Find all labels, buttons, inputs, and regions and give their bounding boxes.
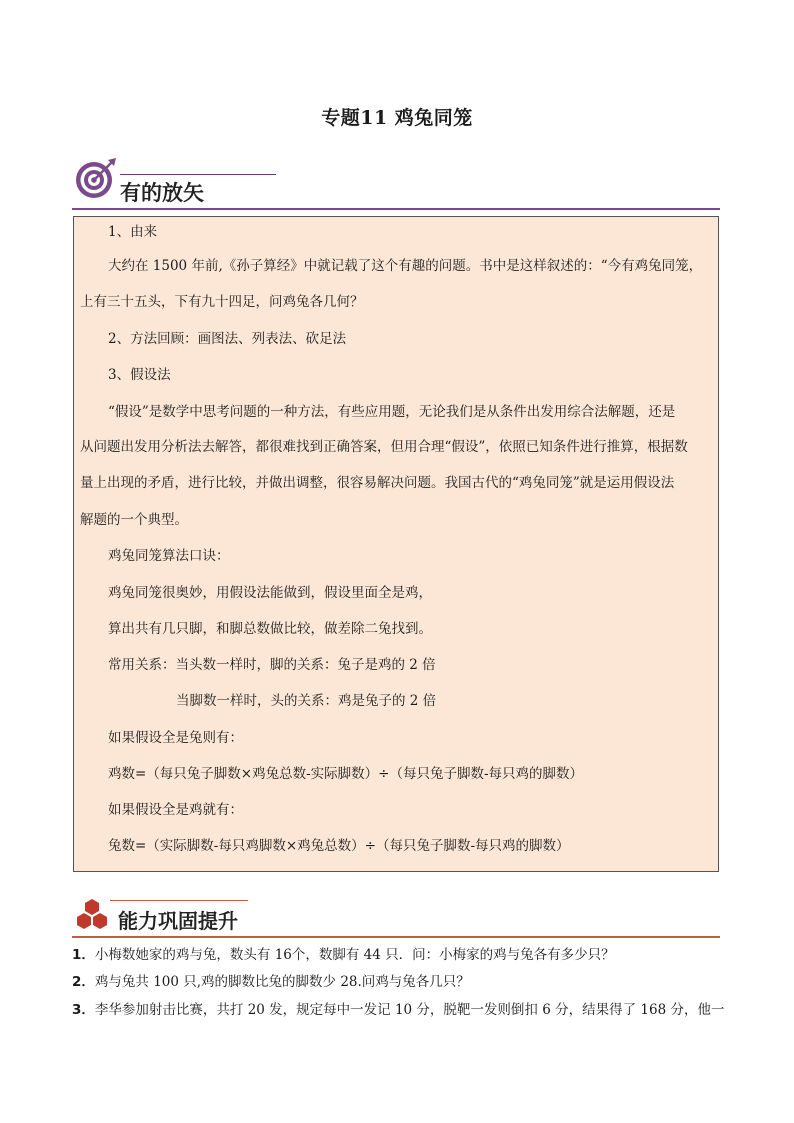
box-line: 算出共有几只脚，和脚总数做比较，做差除二兔找到。 <box>108 621 432 637</box>
page-title: 专题11 鸡兔同笼 <box>321 107 473 129</box>
box-line: 鸡兔同笼算法口诀： <box>108 548 230 564</box>
header-top-line <box>120 174 276 175</box>
question-number: 3． <box>72 1002 95 1018</box>
box-line: 如果假设全是鸡就有： <box>108 802 243 818</box>
question-number: 2． <box>72 974 95 990</box>
section-header-practice <box>72 896 720 942</box>
box-line: 解题的一个典型。 <box>80 512 188 528</box>
header-top-line <box>110 900 248 901</box>
box-line: 当脚数一样时，头的关系：鸡是兔子的 2 倍 <box>176 693 437 709</box>
question-1 <box>72 946 615 964</box>
question-3 <box>72 1001 724 1019</box>
box-line: 常用关系：当头数一样时，脚的关系：兔子是鸡的 2 倍 <box>108 657 436 673</box>
question-text: 李华参加射击比赛，共打 20 发，规定每中一发记 10 分，脱靶一发则倒扣 6 分，结果得了 168 分，他一 <box>94 1002 725 1018</box>
box-line: 大约在 1500 年前,《孙子算经》中就记载了这个有趣的问题。书中是这样叙述的：“今有鸡兔同笼， <box>108 258 703 274</box>
box-line: 兔数=（实际脚数-每只鸡脚数×鸡兔总数）÷（每只兔子脚数-每只鸡的脚数） <box>108 838 570 854</box>
box-line: 上有三十五头，下有九十四足，问鸡兔各几何？ <box>80 294 364 310</box>
box-line: 如果假设全是兔则有： <box>108 730 243 746</box>
box-line: 鸡兔同笼很奥妙，用假设法能做到，假设里面全是鸡， <box>108 585 432 601</box>
box-line: 2、方法回顾：画图法、列表法、砍足法 <box>108 331 347 347</box>
box-line: 3、假设法 <box>108 367 171 383</box>
question-2 <box>72 973 470 991</box>
section-label: 有的放矢 <box>120 181 204 205</box>
box-line: 鸡数=（每只兔子脚数×鸡兔总数-实际脚数）÷（每只兔子脚数-每只鸡的脚数） <box>108 766 584 782</box>
question-text: 鸡与兔共 100 只,鸡的脚数比兔的脚数少 28.问鸡与兔各几只？ <box>94 974 470 990</box>
section-header-goal <box>72 156 720 212</box>
question-number: 1． <box>72 947 95 963</box>
question-text: 小梅数她家的鸡与兔，数头有 16个，数脚有 44 只．问：小梅家的鸡与兔各有多少只？ <box>94 947 615 963</box>
box-line: 1、由来 <box>108 224 158 240</box>
box-line: 从问题出发用分析法去解答，都很难找到正确答案，但用合理“假设”，依照已知条件进行推算，根据数 <box>80 439 688 455</box>
header-divider <box>72 208 720 210</box>
header-divider <box>72 936 720 938</box>
target-icon <box>74 156 118 200</box>
box-line: “假设”是数学中思考问题的一种方法，有些应用题，无论我们是从条件出发用综合法解题，还是 <box>108 404 676 420</box>
intro-box <box>73 216 719 872</box>
box-line: 量上出现的矛盾，进行比较，并做出调整，很容易解决问题。我国古代的“鸡兔同笼”就是运用假设法 <box>80 475 675 491</box>
hexagon-cluster-icon <box>72 898 112 936</box>
section-label: 能力巩固提升 <box>118 909 238 933</box>
